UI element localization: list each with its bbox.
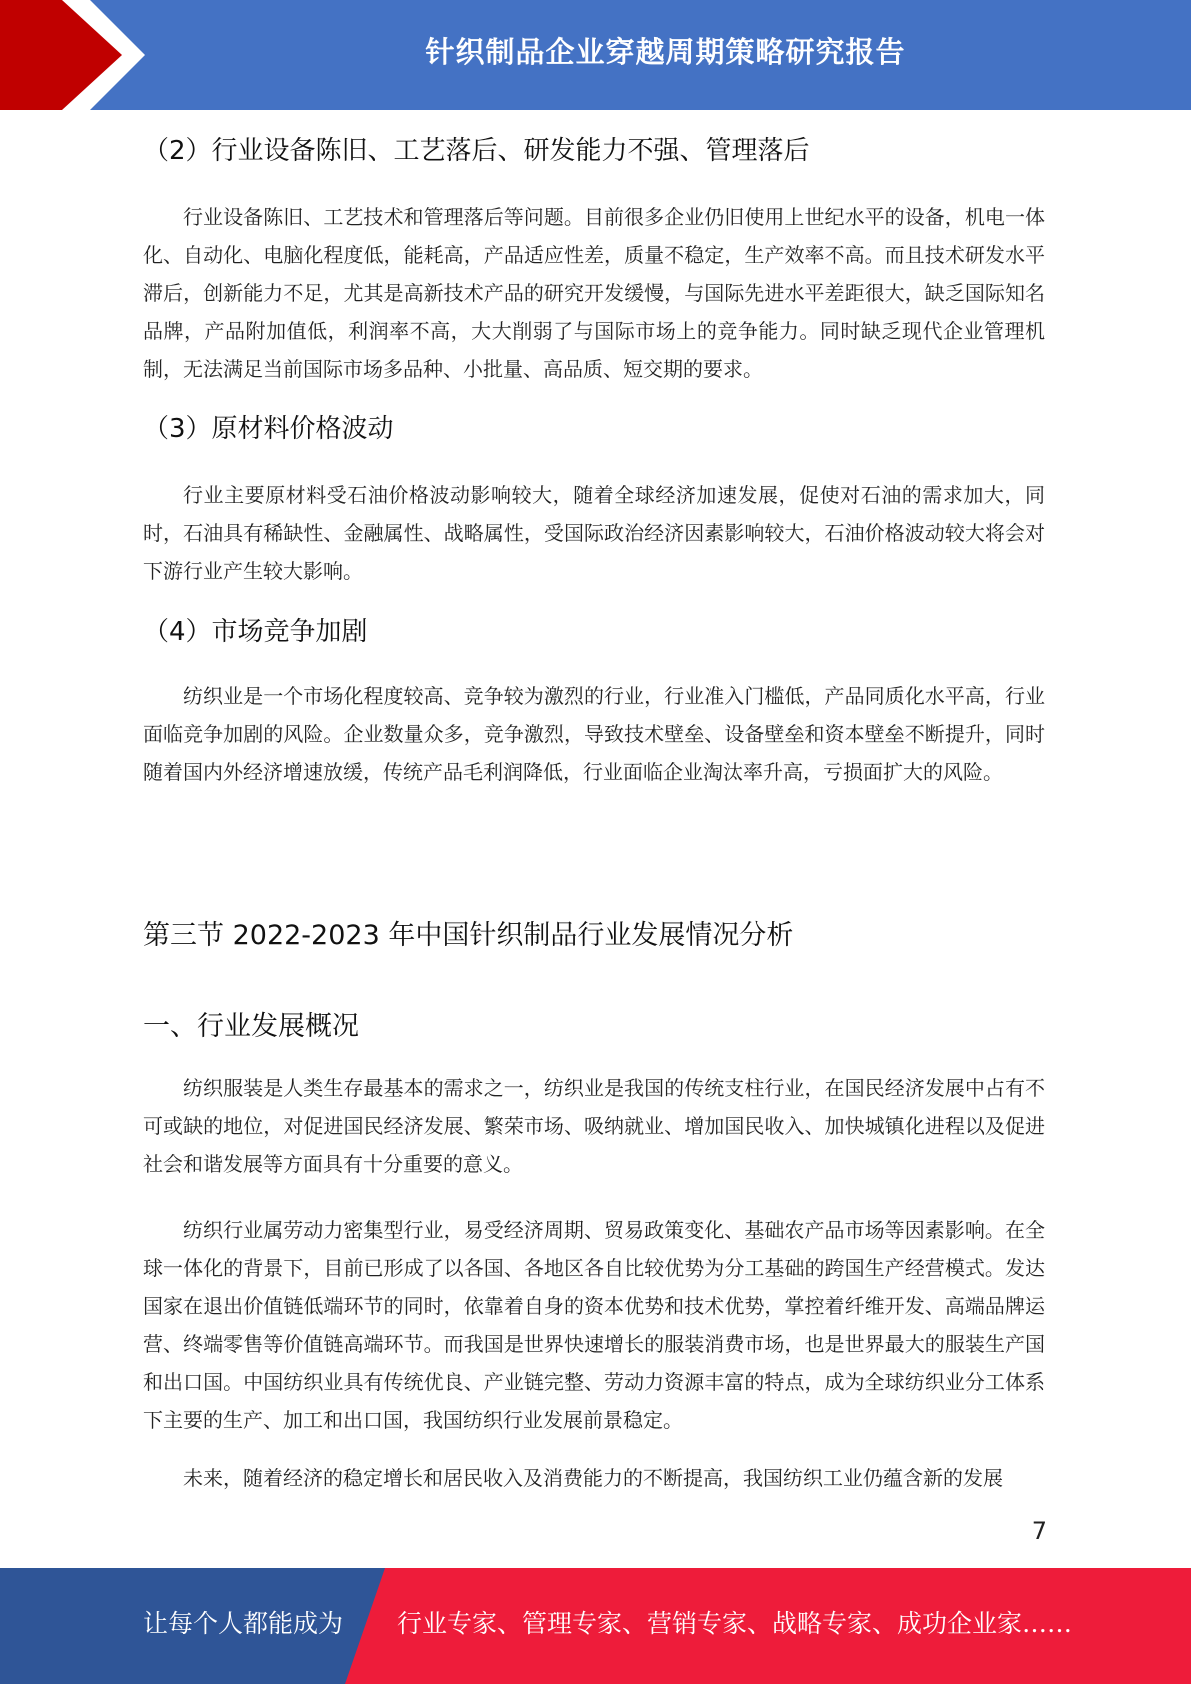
page-number: 7 — [1031, 1517, 1047, 1545]
section-title: 第三节 2022-2023 年中国针织制品行业发展情况分析 — [143, 920, 794, 951]
header-arrow-decoration — [0, 0, 160, 110]
footer-slogan-right: 行业专家、管理专家、营销专家、战略专家、成功企业家…… — [397, 1609, 1073, 1638]
paragraph-future: 未来，随着经济的稳定增长和居民收入及消费能力的不断提高，我国纺织工业仍蕴含新的发展 — [183, 1466, 1003, 1490]
paragraph-competition: 纺织业是一个市场化程度较高、竞争较为激烈的行业，行业准入门槛低，产品同质化水平高，行业面临竞争加剧的风险。企业数量众多，竞争激烈，导致技术壁垒、设备壁垒和资本壁垒不断提升，同时随着国内外经济增速放缓，传统产品毛利润降低，行业面临企业淘汰率升高，亏损面扩大的风险。 — [143, 684, 1045, 784]
page-header — [0, 0, 1191, 110]
paragraph-raw-materials: 行业主要原材料受石油价格波动影响较大，随着全球经济加速发展，促使对石油的需求加大，同时，石油具有稀缺性、金融属性、战略属性，受国际政治经济因素影响较大，石油价格波动较大将会对下游行业产生较大影响。 — [143, 483, 1045, 583]
page-footer — [0, 1568, 1191, 1684]
paragraph-equipment: 行业设备陈旧、工艺技术和管理落后等问题。目前很多企业仍旧使用上世纪水平的设备，机电一体化、自动化、电脑化程度低，能耗高，产品适应性差，质量不稳定，生产效率不高。而且技术研发水平滞后，创新能力不足，尤其是高新技术产品的研究开发缓慢，与国际先进水平差距很大，缺乏国际知名品牌，产品附加值低，利润率不高，大大削弱了与国际市场上的竞争能力。同时缺乏现代企业管理机制，无法满足当前国际市场多品种、小批量、高品质、短交期的要求。 — [143, 205, 1045, 381]
subheading-2: （2）行业设备陈旧、工艺落后、研发能力不强、管理落后 — [143, 136, 810, 166]
header-title: 针织制品企业穿越周期策略研究报告 — [425, 35, 906, 69]
subheading-4: （4）市场竞争加剧 — [143, 617, 368, 647]
section-subtitle: 一、行业发展概况 — [143, 1011, 359, 1042]
paragraph-labor-intensive: 纺织行业属劳动力密集型行业，易受经济周期、贸易政策变化、基础农产品市场等因素影响。在全球一体化的背景下，目前已形成了以各国、各地区各自比较优势为分工基础的跨国生产经营模式。发达国家在退出价值链低端环节的同时，依靠着自身的资本优势和技术优势，掌控着纤维开发、高端品牌运营、终端零售等价值链高端环节。而我国是世界快速增长的服装消费市场，也是世界最大的服装生产国和出口国。中国纺织业具有传统优良、产业链完整、劳动力资源丰富的特点，成为全球纺织业分工体系下主要的生产、加工和出口国，我国纺织行业发展前景稳定。 — [143, 1218, 1045, 1432]
paragraph-overview: 纺织服装是人类生存最基本的需求之一，纺织业是我国的传统支柱行业，在国民经济发展中占有不可或缺的地位，对促进国民经济发展、繁荣市场、吸纳就业、增加国民收入、加快城镇化进程以及促进社会和谐发展等方面具有十分重要的意义。 — [143, 1076, 1045, 1176]
subheading-3: （3）原材料价格波动 — [143, 414, 394, 444]
footer-slogan-left: 让每个人都能成为 — [143, 1609, 344, 1638]
